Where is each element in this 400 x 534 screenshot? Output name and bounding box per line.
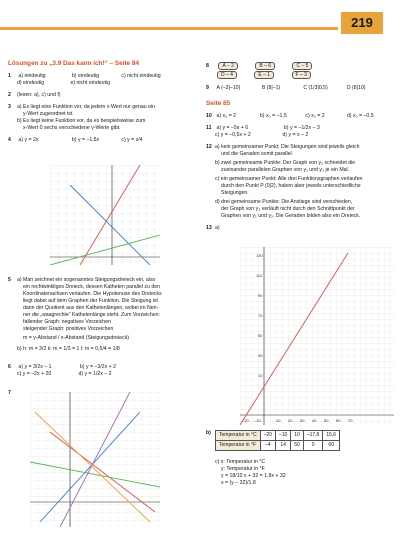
exercise-number: 9 xyxy=(206,85,209,91)
table-cell: –10 xyxy=(275,431,290,441)
answer-text: d) drei gemeinsame Punkte: Die Anstiege sind verschieden, xyxy=(215,199,353,205)
exercise-2 xyxy=(8,92,198,99)
match-pill: A – 2 xyxy=(218,62,237,70)
answer-text: y: Temperatur in °F xyxy=(221,466,265,472)
exercise-13-b xyxy=(206,430,394,487)
subtask-label: b) xyxy=(206,430,211,436)
table-cell: 60 xyxy=(323,441,340,451)
y-tick-label: 130 xyxy=(256,253,263,258)
x-tick-label: 60 xyxy=(336,418,341,423)
answer-text: a) kein gemeinsamer Punkt: Die Steigungen sind jeweils gleich xyxy=(215,144,360,150)
exercise-number: 1 xyxy=(8,73,11,79)
answer-text: der Graph von y₃ verläuft nicht durch den Schnittpunkt der xyxy=(221,206,355,212)
right-column xyxy=(206,62,394,232)
x-tick-label: 20 xyxy=(288,418,293,423)
answer-lines xyxy=(8,284,198,333)
answer-text: x = (y – 32)/1,8 xyxy=(221,480,256,486)
formula: m = y-Abstand / x-Abstand (Steigungsdreieck) xyxy=(23,335,129,341)
table-cell: 10 xyxy=(291,431,304,441)
answer-text: c) x₀ = 2 xyxy=(305,113,325,119)
answer-text: zueinander parallelen Graphen von y₁ und y₃ je ein Mal. xyxy=(221,167,350,173)
exercise-number: 13 xyxy=(206,225,212,231)
answer-text: Graphen von y₁ und y₂. Die Geraden bilden also ein Dreieck. xyxy=(221,213,361,219)
exercise-number: 10 xyxy=(206,113,212,119)
answer-text: A (–3|–10) xyxy=(216,85,241,91)
x-tick-label: 70 xyxy=(348,418,353,423)
exercise-number: 5 xyxy=(8,277,11,283)
answer-text: y-Wert zugeordnet ist. xyxy=(23,111,74,117)
answer-text: und die Geraden somit parallel. xyxy=(221,151,294,157)
left-column xyxy=(8,60,198,144)
answer-text: y = 18/10 x + 32 = 1,8x + 32 xyxy=(221,473,286,479)
exercise-4 xyxy=(8,137,198,144)
answer-text: a) y = 3/2x – 1 xyxy=(18,364,52,370)
answer-line: steigender Graph: positives Vorzeichen xyxy=(23,326,114,332)
answer-text: c) y = x/4 xyxy=(121,137,143,143)
page-number: 219 xyxy=(341,12,383,34)
exercise-5 xyxy=(8,277,198,353)
answer-text: a) xyxy=(215,225,220,231)
answer-text: b) zwei gemeinsame Punkte: Der Graph von y₂ schneidet die xyxy=(215,160,356,166)
answer-text: c) y = –0,5x + 2 xyxy=(215,132,251,138)
temperature-table xyxy=(215,430,340,451)
answer-line: Koordinatenachsen verlaufen. Die Hypotenuse des Dreiecks xyxy=(23,291,162,297)
answer-text: durch den Punkt P (0|2), haben aber jeweils unterschiedliche xyxy=(221,183,361,189)
answer-text: d) y = x – 2 xyxy=(282,132,309,138)
exercise-11 xyxy=(206,125,394,139)
answer-line: fallender Graph: negatives Vorzeichen xyxy=(23,319,111,325)
answer-text: D (8|10) xyxy=(346,85,366,91)
header-rule xyxy=(0,27,338,30)
page-header xyxy=(0,0,400,34)
exercise-10 xyxy=(206,113,394,120)
answer-line: dann der Quotient aus den Kathetenlängen, wobei im Nen- xyxy=(23,305,159,311)
exercise-number: 12 xyxy=(206,144,212,150)
exercise-13-c xyxy=(206,459,394,487)
table-cell: Temperatur in °C xyxy=(216,431,261,441)
answer-text: C (1/3|0,5) xyxy=(303,85,328,91)
answer-text: c) y = –2x + 20 xyxy=(17,371,52,377)
answer-text: x-Wert 0 sechs verschiedene y-Werte gibt. xyxy=(23,125,121,131)
exercise-9 xyxy=(206,85,394,92)
table-cell: 14 xyxy=(275,441,290,451)
exercise-12 xyxy=(206,144,394,220)
answer-text: (lesen: a), c) und f) xyxy=(17,92,61,98)
answer-text: b) x₀ = –1,5 xyxy=(259,113,287,119)
table-cell: –17,8 xyxy=(303,431,323,441)
y-tick-label: 90 xyxy=(258,293,263,298)
exercise-7 xyxy=(8,390,17,397)
match-pill: D – 4 xyxy=(217,71,237,79)
answer-text: b) y = –3/2x + 2 xyxy=(79,364,116,370)
y-tick-label: 10 xyxy=(258,373,263,378)
y-tick-label: 110 xyxy=(256,273,263,278)
exercise-number: 6 xyxy=(8,364,11,370)
exercise-1 xyxy=(8,73,198,87)
match-pill: C – 5 xyxy=(292,62,312,70)
answer-text: d) x₀ = –0,5 xyxy=(346,113,374,119)
exercise-3 xyxy=(8,104,198,132)
answer-text: c) x: Temperatur in °C xyxy=(215,459,266,465)
graph-exercise-4 xyxy=(50,165,160,265)
x-tick-label: –10 xyxy=(254,418,261,423)
exercise-13 xyxy=(206,225,394,232)
x-tick-label: 50 xyxy=(324,418,329,423)
table-cell: 50 xyxy=(291,441,304,451)
y-tick-label: 50 xyxy=(258,333,263,338)
exercise-number: 4 xyxy=(8,137,11,143)
answer-text: e) nicht eindeutig xyxy=(70,80,110,86)
exercise-8 xyxy=(206,62,394,70)
section-title-right: Seite 85 xyxy=(206,100,231,107)
exercise-number: 7 xyxy=(8,390,11,396)
answer-text: b) y = –1/2x – 3 xyxy=(283,125,320,131)
answer-line: ein rechtwinkliges Dreieck, dessen Katheten parallel zu den xyxy=(23,284,160,290)
exercise-number: 11 xyxy=(206,125,212,131)
x-tick-label: –20 xyxy=(242,418,249,423)
table-row xyxy=(216,441,340,451)
table-cell: Temperatur in °F xyxy=(216,441,261,451)
match-pill: B – 6 xyxy=(255,62,275,70)
y-tick-label: 70 xyxy=(258,313,263,318)
match-pill: E – 1 xyxy=(254,71,274,79)
answer-text: b) Es liegt keine Funktion vor, da es beispielsweise zum xyxy=(17,118,146,124)
x-tick-label: 30 xyxy=(300,418,305,423)
answer-text: b) h: m = 3/2 k: m = 1/3 = 1 l: m = 0,5/4 = 1/8 xyxy=(17,346,120,352)
answer-text: b) y = –1,5x xyxy=(71,137,100,143)
table-cell: 15,6 xyxy=(323,431,340,441)
table-cell: –4 xyxy=(260,441,275,451)
exercise-number: 2 xyxy=(8,92,11,98)
answer-text: c) ein gemeinsamer Punkt: Alle drei Funktionsgraphen verlaufen xyxy=(215,176,363,182)
answer-text: b) eindeutig xyxy=(71,73,100,79)
answer-text: a) Man zeichnet ein sogenanntes Steigungsdreieck ein, also xyxy=(17,277,156,283)
answer-text: a) y = –5x + 6 xyxy=(216,125,249,131)
x-tick-label: 40 xyxy=(312,418,317,423)
section-title-left: Lösungen zu „3.9 Das kann ich!“ – Seite 84 xyxy=(8,60,140,67)
graph-exercise-13 xyxy=(228,247,394,425)
exercise-number: 3 xyxy=(8,104,11,110)
answer-line: liegt dabei auf dem Graphen der Funktion. Die Steigung ist xyxy=(23,298,158,304)
answer-text: d) eindeutig xyxy=(17,80,45,86)
exercise-6 xyxy=(8,364,198,378)
y-tick-label: 30 xyxy=(258,353,263,358)
table-cell: 0 xyxy=(303,441,323,451)
answer-text: Steigungen. xyxy=(221,190,249,196)
match-pill: F – 3 xyxy=(292,71,311,79)
answer-text: a) Es liegt eine Funktion vor, da jedem x-Wert nur genau ein xyxy=(17,104,156,110)
answer-text: a) x₀ = 2 xyxy=(216,113,237,119)
x-tick-label: 10 xyxy=(276,418,281,423)
table-row xyxy=(216,431,340,441)
exercise-number: 8 xyxy=(206,63,209,69)
answer-text: d) y = 1/2x – 2 xyxy=(78,371,112,377)
answer-text: B (8|–1) xyxy=(261,85,281,91)
answer-line: ner die „waagrechte“ Kathetenlänge steht. Zum Vorzeichen: xyxy=(23,312,160,318)
table-cell: –20 xyxy=(260,431,275,441)
graph-exercise-7 xyxy=(30,392,160,527)
answer-text: a) y = 2x xyxy=(18,137,39,143)
answer-text: a) eindeutig xyxy=(18,73,46,79)
answer-text: c) nicht eindeutig xyxy=(121,73,161,79)
